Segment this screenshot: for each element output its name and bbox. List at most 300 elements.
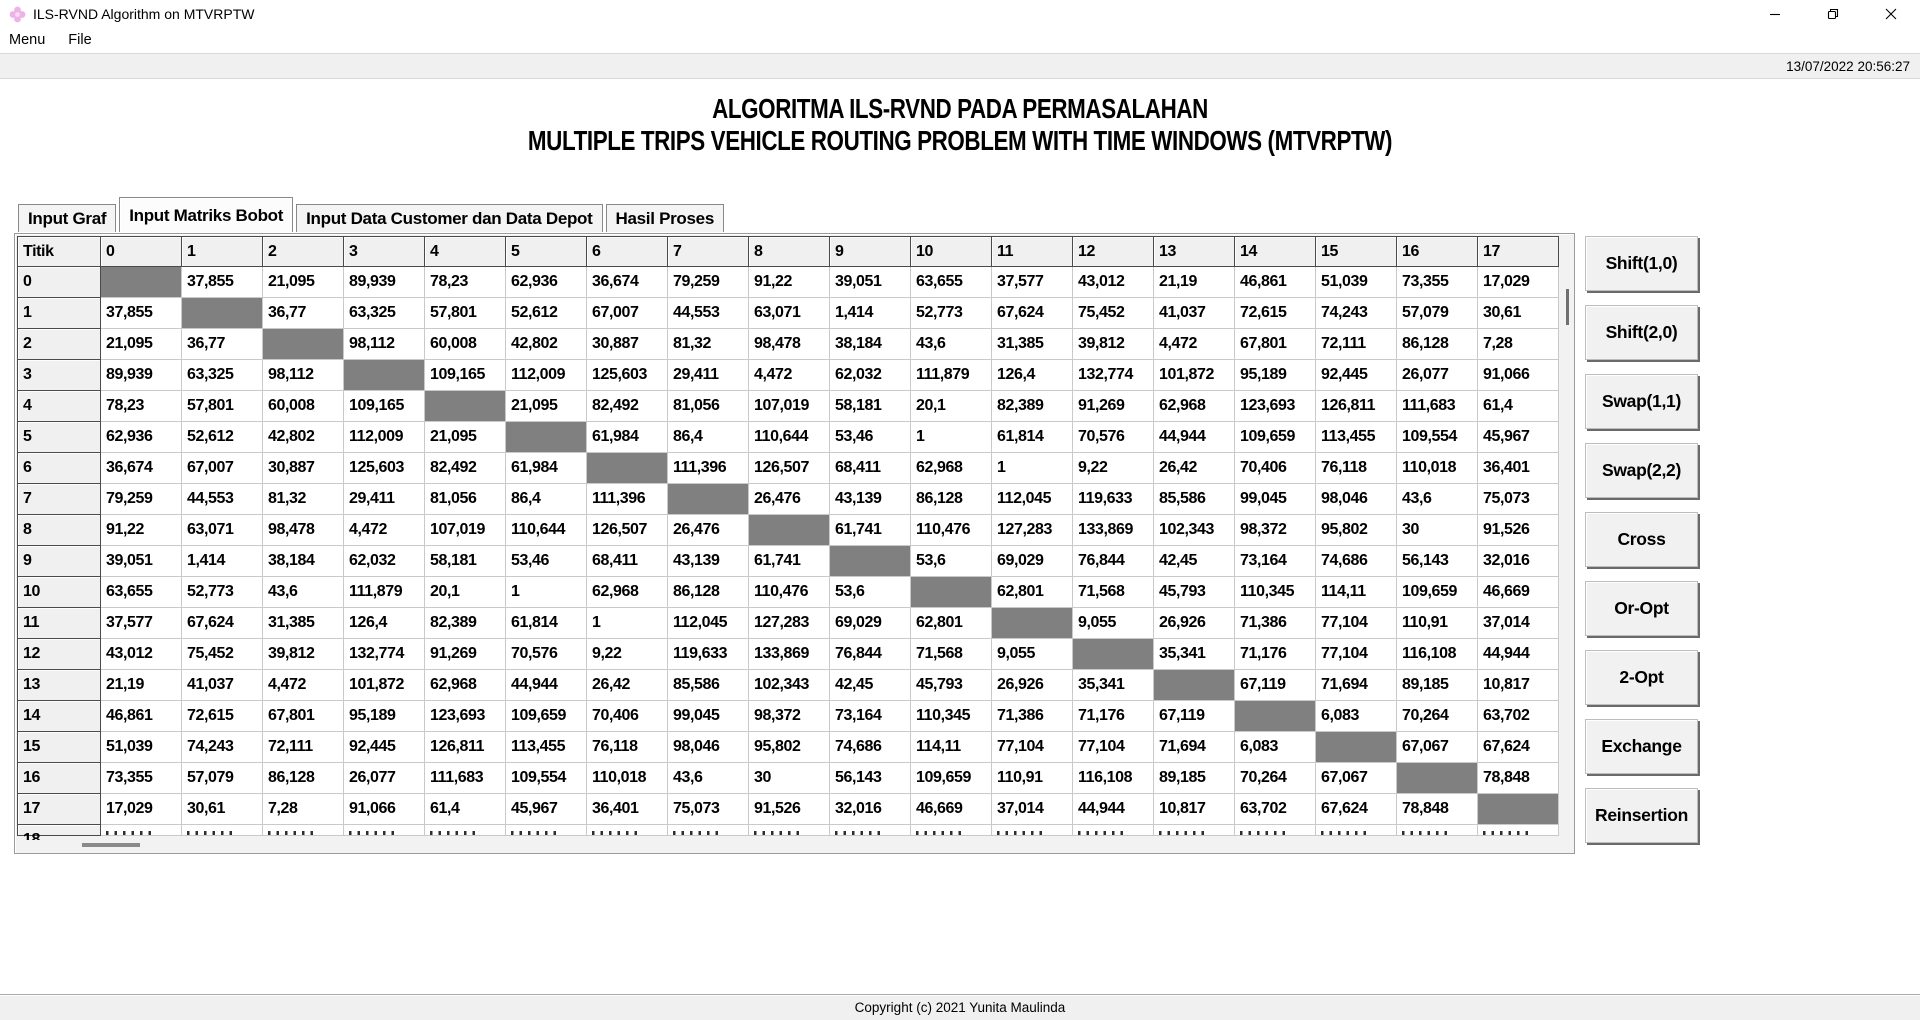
matrix-cell-diagonal[interactable] — [749, 515, 830, 546]
matrix-cell[interactable]: 98,046 — [668, 732, 749, 763]
matrix-cell[interactable]: 112,009 — [344, 422, 425, 453]
matrix-cell[interactable]: 30,61 — [1478, 298, 1559, 329]
matrix-cell[interactable]: 126,811 — [425, 732, 506, 763]
matrix-cell[interactable]: 58,181 — [830, 391, 911, 422]
matrix-cell-clipped[interactable] — [992, 825, 1073, 836]
matrix-cell[interactable]: 42,45 — [830, 670, 911, 701]
matrix-cell[interactable]: 26,077 — [344, 763, 425, 794]
matrix-cell[interactable]: 113,455 — [1316, 422, 1397, 453]
matrix-cell[interactable]: 67,801 — [1235, 329, 1316, 360]
matrix-cell[interactable]: 91,066 — [1478, 360, 1559, 391]
matrix-cell-clipped[interactable] — [506, 825, 587, 836]
matrix-cell[interactable]: 61,741 — [830, 515, 911, 546]
matrix-cell[interactable]: 76,118 — [1316, 453, 1397, 484]
matrix-cell[interactable]: 62,968 — [587, 577, 668, 608]
matrix-cell[interactable]: 44,553 — [182, 484, 263, 515]
matrix-cell[interactable]: 61,4 — [425, 794, 506, 825]
matrix-cell[interactable]: 110,345 — [1235, 577, 1316, 608]
matrix-cell[interactable]: 45,793 — [911, 670, 992, 701]
matrix-cell[interactable]: 82,492 — [425, 453, 506, 484]
matrix-cell[interactable]: 78,848 — [1397, 794, 1478, 825]
matrix-cell[interactable]: 32,016 — [830, 794, 911, 825]
matrix-cell-clipped[interactable] — [344, 825, 425, 836]
matrix-cell[interactable]: 67,119 — [1154, 701, 1235, 732]
matrix-cell[interactable]: 61,814 — [992, 422, 1073, 453]
matrix-cell[interactable]: 63,655 — [911, 267, 992, 298]
matrix-cell[interactable]: 68,411 — [587, 546, 668, 577]
horizontal-scrollbar[interactable] — [18, 840, 1560, 850]
matrix-cell[interactable]: 39,051 — [101, 546, 182, 577]
matrix-cell[interactable]: 30 — [1397, 515, 1478, 546]
matrix-cell[interactable]: 6,083 — [1316, 701, 1397, 732]
matrix-cell[interactable]: 77,104 — [1316, 608, 1397, 639]
matrix-cell[interactable]: 109,165 — [425, 360, 506, 391]
matrix-cell[interactable]: 81,32 — [668, 329, 749, 360]
matrix-cell[interactable]: 71,694 — [1316, 670, 1397, 701]
matrix-cell-diagonal[interactable] — [1154, 670, 1235, 701]
matrix-cell[interactable]: 71,386 — [1235, 608, 1316, 639]
matrix-cell[interactable]: 125,603 — [344, 453, 425, 484]
matrix-cell[interactable]: 52,773 — [182, 577, 263, 608]
matrix-cell[interactable]: 31,385 — [992, 329, 1073, 360]
matrix-cell[interactable]: 78,23 — [101, 391, 182, 422]
matrix-cell[interactable]: 62,801 — [992, 577, 1073, 608]
matrix-cell[interactable]: 109,659 — [1235, 422, 1316, 453]
matrix-cell-clipped[interactable] — [1154, 825, 1235, 836]
matrix-cell[interactable]: 26,926 — [1154, 608, 1235, 639]
matrix-cell[interactable]: 70,406 — [587, 701, 668, 732]
matrix-cell[interactable]: 26,077 — [1397, 360, 1478, 391]
matrix-cell[interactable]: 91,066 — [344, 794, 425, 825]
matrix-cell[interactable]: 46,669 — [911, 794, 992, 825]
matrix-cell[interactable]: 75,073 — [668, 794, 749, 825]
matrix-cell[interactable]: 30 — [749, 763, 830, 794]
matrix-cell[interactable]: 70,576 — [1073, 422, 1154, 453]
matrix-cell[interactable]: 70,264 — [1235, 763, 1316, 794]
matrix-cell[interactable]: 44,944 — [1154, 422, 1235, 453]
matrix-cell[interactable]: 109,659 — [911, 763, 992, 794]
matrix-cell-clipped[interactable] — [830, 825, 911, 836]
matrix-cell[interactable]: 9,22 — [1073, 453, 1154, 484]
matrix-cell[interactable]: 67,007 — [587, 298, 668, 329]
matrix-cell-diagonal[interactable] — [587, 453, 668, 484]
matrix-cell-clipped[interactable] — [587, 825, 668, 836]
matrix-cell[interactable]: 86,128 — [911, 484, 992, 515]
menu-item-file[interactable]: File — [68, 32, 92, 48]
matrix-cell[interactable]: 21,095 — [101, 329, 182, 360]
matrix-cell-diagonal[interactable] — [263, 329, 344, 360]
matrix-cell[interactable]: 77,104 — [1316, 639, 1397, 670]
matrix-cell-diagonal[interactable] — [1397, 763, 1478, 794]
matrix-cell[interactable]: 30,887 — [263, 453, 344, 484]
matrix-cell[interactable]: 127,283 — [992, 515, 1073, 546]
matrix-cell-diagonal[interactable] — [506, 422, 587, 453]
matrix-cell[interactable]: 85,586 — [1154, 484, 1235, 515]
matrix-cell[interactable]: 21,095 — [506, 391, 587, 422]
matrix-cell[interactable]: 71,176 — [1235, 639, 1316, 670]
matrix-cell[interactable]: 69,029 — [992, 546, 1073, 577]
matrix-cell[interactable]: 74,243 — [182, 732, 263, 763]
vertical-scrollbar[interactable] — [1564, 269, 1571, 835]
matrix-cell[interactable]: 60,008 — [425, 329, 506, 360]
matrix-cell[interactable]: 111,879 — [344, 577, 425, 608]
matrix-cell[interactable]: 86,4 — [506, 484, 587, 515]
matrix-cell[interactable]: 63,702 — [1478, 701, 1559, 732]
matrix-cell[interactable]: 91,22 — [101, 515, 182, 546]
op-button-reinsertion[interactable]: Reinsertion — [1585, 788, 1698, 843]
matrix-cell-diagonal[interactable] — [101, 267, 182, 298]
matrix-cell[interactable]: 35,341 — [1073, 670, 1154, 701]
restore-button[interactable] — [1804, 0, 1862, 28]
matrix-cell[interactable]: 67,119 — [1235, 670, 1316, 701]
matrix-cell[interactable]: 82,492 — [587, 391, 668, 422]
matrix-cell[interactable]: 98,372 — [749, 701, 830, 732]
matrix-cell-diagonal[interactable] — [668, 484, 749, 515]
matrix-cell-diagonal[interactable] — [1316, 732, 1397, 763]
tab-input-matriks-bobot[interactable] — [119, 197, 293, 232]
matrix-cell-clipped[interactable] — [1073, 825, 1154, 836]
matrix-cell[interactable]: 78,23 — [425, 267, 506, 298]
matrix-cell[interactable]: 35,341 — [1154, 639, 1235, 670]
matrix-cell[interactable]: 112,009 — [506, 360, 587, 391]
matrix-cell[interactable]: 91,269 — [1073, 391, 1154, 422]
matrix-cell[interactable]: 98,372 — [1235, 515, 1316, 546]
op-button-shift-2-0[interactable]: Shift(2,0) — [1585, 305, 1698, 360]
matrix-cell[interactable]: 126,4 — [992, 360, 1073, 391]
close-button[interactable] — [1862, 0, 1920, 28]
matrix-cell[interactable]: 4,472 — [1154, 329, 1235, 360]
matrix-cell[interactable]: 111,396 — [668, 453, 749, 484]
matrix-cell-diagonal[interactable] — [425, 391, 506, 422]
matrix-cell-diagonal[interactable] — [992, 608, 1073, 639]
matrix-cell-diagonal[interactable] — [830, 546, 911, 577]
matrix-cell[interactable]: 63,325 — [344, 298, 425, 329]
matrix-cell[interactable]: 72,111 — [1316, 329, 1397, 360]
matrix-cell[interactable]: 116,108 — [1073, 763, 1154, 794]
title-bar[interactable] — [0, 0, 1920, 28]
matrix-cell[interactable]: 52,612 — [506, 298, 587, 329]
matrix-cell[interactable]: 109,554 — [1397, 422, 1478, 453]
matrix-cell[interactable]: 39,812 — [263, 639, 344, 670]
matrix-cell[interactable]: 62,801 — [911, 608, 992, 639]
matrix-cell[interactable]: 95,189 — [1235, 360, 1316, 391]
matrix-cell[interactable]: 43,6 — [1397, 484, 1478, 515]
matrix-cell[interactable]: 91,269 — [425, 639, 506, 670]
matrix-cell-clipped[interactable] — [1316, 825, 1397, 836]
matrix-cell[interactable]: 1 — [506, 577, 587, 608]
matrix-cell[interactable]: 67,067 — [1397, 732, 1478, 763]
matrix-cell[interactable]: 4,472 — [749, 360, 830, 391]
matrix-cell[interactable]: 36,401 — [587, 794, 668, 825]
matrix-cell[interactable]: 43,012 — [101, 639, 182, 670]
matrix-cell-clipped[interactable] — [1478, 825, 1559, 836]
matrix-cell[interactable]: 67,624 — [182, 608, 263, 639]
matrix-cell[interactable]: 111,396 — [587, 484, 668, 515]
vertical-scrollbar-thumb[interactable] — [1566, 289, 1569, 325]
matrix-cell[interactable]: 60,008 — [263, 391, 344, 422]
matrix-cell[interactable]: 114,11 — [1316, 577, 1397, 608]
matrix-cell[interactable]: 123,693 — [425, 701, 506, 732]
matrix-cell[interactable]: 56,143 — [1397, 546, 1478, 577]
matrix-cell[interactable]: 45,967 — [1478, 422, 1559, 453]
matrix-cell[interactable]: 62,936 — [506, 267, 587, 298]
matrix-cell[interactable]: 133,869 — [749, 639, 830, 670]
matrix-cell[interactable]: 10,817 — [1154, 794, 1235, 825]
matrix-cell[interactable]: 1,414 — [182, 546, 263, 577]
op-button-or-opt[interactable]: Or-Opt — [1585, 581, 1698, 636]
matrix-cell[interactable]: 36,674 — [587, 267, 668, 298]
matrix-cell[interactable]: 62,032 — [830, 360, 911, 391]
matrix-cell[interactable]: 43,6 — [911, 329, 992, 360]
minimize-button[interactable] — [1746, 0, 1804, 28]
matrix-cell[interactable]: 71,386 — [992, 701, 1073, 732]
matrix-cell-diagonal[interactable] — [1235, 701, 1316, 732]
matrix-cell[interactable]: 110,018 — [1397, 453, 1478, 484]
matrix-cell[interactable]: 127,283 — [749, 608, 830, 639]
matrix-cell[interactable]: 43,6 — [263, 577, 344, 608]
matrix-cell[interactable]: 89,939 — [101, 360, 182, 391]
matrix-cell[interactable]: 92,445 — [344, 732, 425, 763]
matrix-cell[interactable]: 126,507 — [587, 515, 668, 546]
matrix-cell[interactable]: 63,325 — [182, 360, 263, 391]
matrix-cell[interactable]: 37,855 — [101, 298, 182, 329]
matrix-cell[interactable]: 9,055 — [992, 639, 1073, 670]
matrix-cell[interactable]: 20,1 — [911, 391, 992, 422]
matrix-cell[interactable]: 99,045 — [668, 701, 749, 732]
matrix-cell[interactable]: 30,887 — [587, 329, 668, 360]
matrix-cell[interactable]: 78,848 — [1478, 763, 1559, 794]
matrix-cell[interactable]: 116,108 — [1397, 639, 1478, 670]
tab-input-graf[interactable] — [18, 204, 116, 232]
matrix-cell[interactable]: 102,343 — [749, 670, 830, 701]
matrix-cell-diagonal[interactable] — [1073, 639, 1154, 670]
matrix-cell[interactable]: 110,476 — [911, 515, 992, 546]
matrix-cell[interactable]: 52,612 — [182, 422, 263, 453]
matrix-cell[interactable]: 30,61 — [182, 794, 263, 825]
matrix-cell[interactable]: 67,007 — [182, 453, 263, 484]
matrix-cell[interactable]: 57,801 — [182, 391, 263, 422]
matrix-cell-diagonal[interactable] — [1478, 794, 1559, 825]
matrix-cell-clipped[interactable] — [1397, 825, 1478, 836]
matrix-cell[interactable]: 42,802 — [263, 422, 344, 453]
menu-item-menu[interactable]: Menu — [9, 32, 46, 48]
matrix-cell[interactable]: 45,793 — [1154, 577, 1235, 608]
op-button-cross[interactable]: Cross — [1585, 512, 1698, 567]
matrix-cell[interactable]: 38,184 — [263, 546, 344, 577]
matrix-cell[interactable]: 67,624 — [1478, 732, 1559, 763]
matrix-cell[interactable]: 71,694 — [1154, 732, 1235, 763]
matrix-cell[interactable]: 95,189 — [344, 701, 425, 732]
matrix-cell[interactable]: 112,045 — [668, 608, 749, 639]
matrix-cell[interactable]: 91,526 — [749, 794, 830, 825]
matrix-cell[interactable]: 57,801 — [425, 298, 506, 329]
matrix-cell[interactable]: 132,774 — [1073, 360, 1154, 391]
matrix-cell[interactable]: 89,939 — [344, 267, 425, 298]
matrix-cell[interactable]: 74,686 — [830, 732, 911, 763]
matrix-cell[interactable]: 37,014 — [992, 794, 1073, 825]
matrix-cell[interactable]: 61,984 — [506, 453, 587, 484]
matrix-cell[interactable]: 95,802 — [1316, 515, 1397, 546]
matrix-cell[interactable]: 109,659 — [1397, 577, 1478, 608]
matrix-cell[interactable]: 17,029 — [101, 794, 182, 825]
matrix-cell[interactable]: 62,968 — [1154, 391, 1235, 422]
matrix-cell[interactable]: 53,46 — [830, 422, 911, 453]
matrix-cell[interactable]: 29,411 — [668, 360, 749, 391]
matrix-cell[interactable]: 119,633 — [668, 639, 749, 670]
matrix-cell[interactable]: 73,164 — [830, 701, 911, 732]
matrix-cell[interactable]: 46,861 — [1235, 267, 1316, 298]
matrix-cell[interactable]: 26,926 — [992, 670, 1073, 701]
matrix-cell[interactable]: 101,872 — [344, 670, 425, 701]
matrix-cell[interactable]: 98,112 — [344, 329, 425, 360]
matrix-cell[interactable]: 45,967 — [506, 794, 587, 825]
matrix-cell[interactable]: 73,164 — [1235, 546, 1316, 577]
matrix-cell[interactable]: 26,476 — [749, 484, 830, 515]
matrix-cell[interactable]: 111,879 — [911, 360, 992, 391]
matrix-cell[interactable]: 43,139 — [830, 484, 911, 515]
matrix-cell[interactable]: 72,111 — [263, 732, 344, 763]
matrix-cell[interactable]: 62,936 — [101, 422, 182, 453]
matrix-cell-clipped[interactable] — [425, 825, 506, 836]
matrix-cell[interactable]: 1 — [911, 422, 992, 453]
matrix-cell[interactable]: 73,355 — [101, 763, 182, 794]
matrix-cell[interactable]: 37,855 — [182, 267, 263, 298]
matrix-cell[interactable]: 77,104 — [1073, 732, 1154, 763]
matrix-cell[interactable]: 4,472 — [263, 670, 344, 701]
matrix-cell-clipped[interactable] — [101, 825, 182, 836]
matrix-cell[interactable]: 111,683 — [1397, 391, 1478, 422]
matrix-cell[interactable]: 67,624 — [992, 298, 1073, 329]
op-button-swap-2-2[interactable]: Swap(2,2) — [1585, 443, 1698, 498]
matrix-cell[interactable]: 52,773 — [911, 298, 992, 329]
matrix-cell[interactable]: 110,644 — [749, 422, 830, 453]
op-button-exchange[interactable]: Exchange — [1585, 719, 1698, 774]
matrix-cell[interactable]: 31,385 — [263, 608, 344, 639]
matrix-cell[interactable]: 43,139 — [668, 546, 749, 577]
matrix-cell-clipped[interactable] — [911, 825, 992, 836]
matrix-cell[interactable]: 99,045 — [1235, 484, 1316, 515]
op-button-2-opt[interactable]: 2-Opt — [1585, 650, 1698, 705]
matrix-cell-clipped[interactable] — [668, 825, 749, 836]
matrix-cell[interactable]: 68,411 — [830, 453, 911, 484]
matrix-cell[interactable]: 77,104 — [992, 732, 1073, 763]
matrix-cell-clipped[interactable] — [263, 825, 344, 836]
matrix-cell[interactable]: 9,22 — [587, 639, 668, 670]
matrix-cell-diagonal[interactable] — [182, 298, 263, 329]
matrix-cell[interactable]: 41,037 — [182, 670, 263, 701]
matrix-cell[interactable]: 43,012 — [1073, 267, 1154, 298]
matrix-cell[interactable]: 1 — [992, 453, 1073, 484]
matrix-cell[interactable]: 21,095 — [263, 267, 344, 298]
op-button-shift-1-0[interactable]: Shift(1,0) — [1585, 236, 1698, 291]
matrix-cell[interactable]: 37,577 — [992, 267, 1073, 298]
matrix-cell[interactable]: 53,6 — [830, 577, 911, 608]
matrix-cell[interactable]: 1,414 — [830, 298, 911, 329]
matrix-cell[interactable]: 72,615 — [1235, 298, 1316, 329]
matrix-cell[interactable]: 62,968 — [425, 670, 506, 701]
matrix-cell[interactable]: 67,067 — [1316, 763, 1397, 794]
matrix-cell-clipped[interactable] — [1235, 825, 1316, 836]
matrix-cell[interactable]: 109,659 — [506, 701, 587, 732]
matrix-cell[interactable]: 10,817 — [1478, 670, 1559, 701]
matrix-cell[interactable]: 114,11 — [911, 732, 992, 763]
matrix-cell[interactable]: 44,944 — [1478, 639, 1559, 670]
matrix-cell[interactable]: 38,184 — [830, 329, 911, 360]
matrix-cell[interactable]: 110,91 — [992, 763, 1073, 794]
matrix-cell[interactable]: 21,19 — [1154, 267, 1235, 298]
matrix-cell[interactable]: 74,686 — [1316, 546, 1397, 577]
matrix-cell[interactable]: 73,355 — [1397, 267, 1478, 298]
matrix-cell[interactable]: 76,844 — [830, 639, 911, 670]
matrix-cell[interactable]: 110,91 — [1397, 608, 1478, 639]
matrix-cell[interactable]: 53,6 — [911, 546, 992, 577]
matrix-cell[interactable]: 44,944 — [1073, 794, 1154, 825]
matrix-cell[interactable]: 37,577 — [101, 608, 182, 639]
matrix-cell[interactable]: 71,176 — [1073, 701, 1154, 732]
matrix-cell[interactable]: 71,568 — [911, 639, 992, 670]
matrix-cell[interactable]: 46,861 — [101, 701, 182, 732]
matrix-cell[interactable]: 86,128 — [1397, 329, 1478, 360]
matrix-cell[interactable]: 21,19 — [101, 670, 182, 701]
matrix-cell[interactable]: 61,4 — [1478, 391, 1559, 422]
matrix-cell[interactable]: 112,045 — [992, 484, 1073, 515]
matrix-cell[interactable]: 53,46 — [506, 546, 587, 577]
matrix-cell[interactable]: 107,019 — [425, 515, 506, 546]
matrix-cell[interactable]: 36,77 — [182, 329, 263, 360]
matrix-cell[interactable]: 44,944 — [506, 670, 587, 701]
matrix-cell[interactable]: 91,526 — [1478, 515, 1559, 546]
matrix-cell[interactable]: 9,055 — [1073, 608, 1154, 639]
matrix-cell[interactable]: 57,079 — [182, 763, 263, 794]
matrix-cell[interactable]: 37,014 — [1478, 608, 1559, 639]
matrix-cell[interactable]: 75,073 — [1478, 484, 1559, 515]
matrix-cell[interactable]: 91,22 — [749, 267, 830, 298]
matrix-cell[interactable]: 98,046 — [1316, 484, 1397, 515]
matrix-cell[interactable]: 126,507 — [749, 453, 830, 484]
matrix-cell[interactable]: 125,603 — [587, 360, 668, 391]
matrix-cell-clipped[interactable] — [749, 825, 830, 836]
matrix-cell[interactable]: 70,406 — [1235, 453, 1316, 484]
matrix-cell[interactable]: 42,45 — [1154, 546, 1235, 577]
matrix-cell[interactable]: 98,478 — [263, 515, 344, 546]
matrix-cell[interactable]: 6,083 — [1235, 732, 1316, 763]
matrix-cell[interactable]: 44,553 — [668, 298, 749, 329]
matrix-cell[interactable]: 110,476 — [749, 577, 830, 608]
matrix-cell[interactable]: 75,452 — [1073, 298, 1154, 329]
matrix-cell[interactable]: 74,243 — [1316, 298, 1397, 329]
matrix-cell[interactable]: 86,128 — [263, 763, 344, 794]
matrix-cell-diagonal[interactable] — [911, 577, 992, 608]
matrix-cell[interactable]: 56,143 — [830, 763, 911, 794]
matrix-cell[interactable]: 110,345 — [911, 701, 992, 732]
matrix-cell-diagonal[interactable] — [344, 360, 425, 391]
matrix-cell[interactable]: 123,693 — [1235, 391, 1316, 422]
matrix-cell[interactable]: 111,683 — [425, 763, 506, 794]
matrix-cell[interactable]: 92,445 — [1316, 360, 1397, 391]
matrix-cell[interactable]: 29,411 — [344, 484, 425, 515]
matrix-cell[interactable]: 51,039 — [1316, 267, 1397, 298]
matrix-cell[interactable]: 17,029 — [1478, 267, 1559, 298]
matrix-cell[interactable]: 113,455 — [506, 732, 587, 763]
matrix-cell[interactable]: 67,624 — [1316, 794, 1397, 825]
matrix-cell[interactable]: 101,872 — [1154, 360, 1235, 391]
matrix-cell[interactable]: 63,071 — [182, 515, 263, 546]
matrix-cell[interactable]: 133,869 — [1073, 515, 1154, 546]
matrix-cell[interactable]: 81,32 — [263, 484, 344, 515]
matrix-cell[interactable]: 32,016 — [1478, 546, 1559, 577]
matrix-cell[interactable]: 36,77 — [263, 298, 344, 329]
matrix-cell[interactable]: 72,615 — [182, 701, 263, 732]
